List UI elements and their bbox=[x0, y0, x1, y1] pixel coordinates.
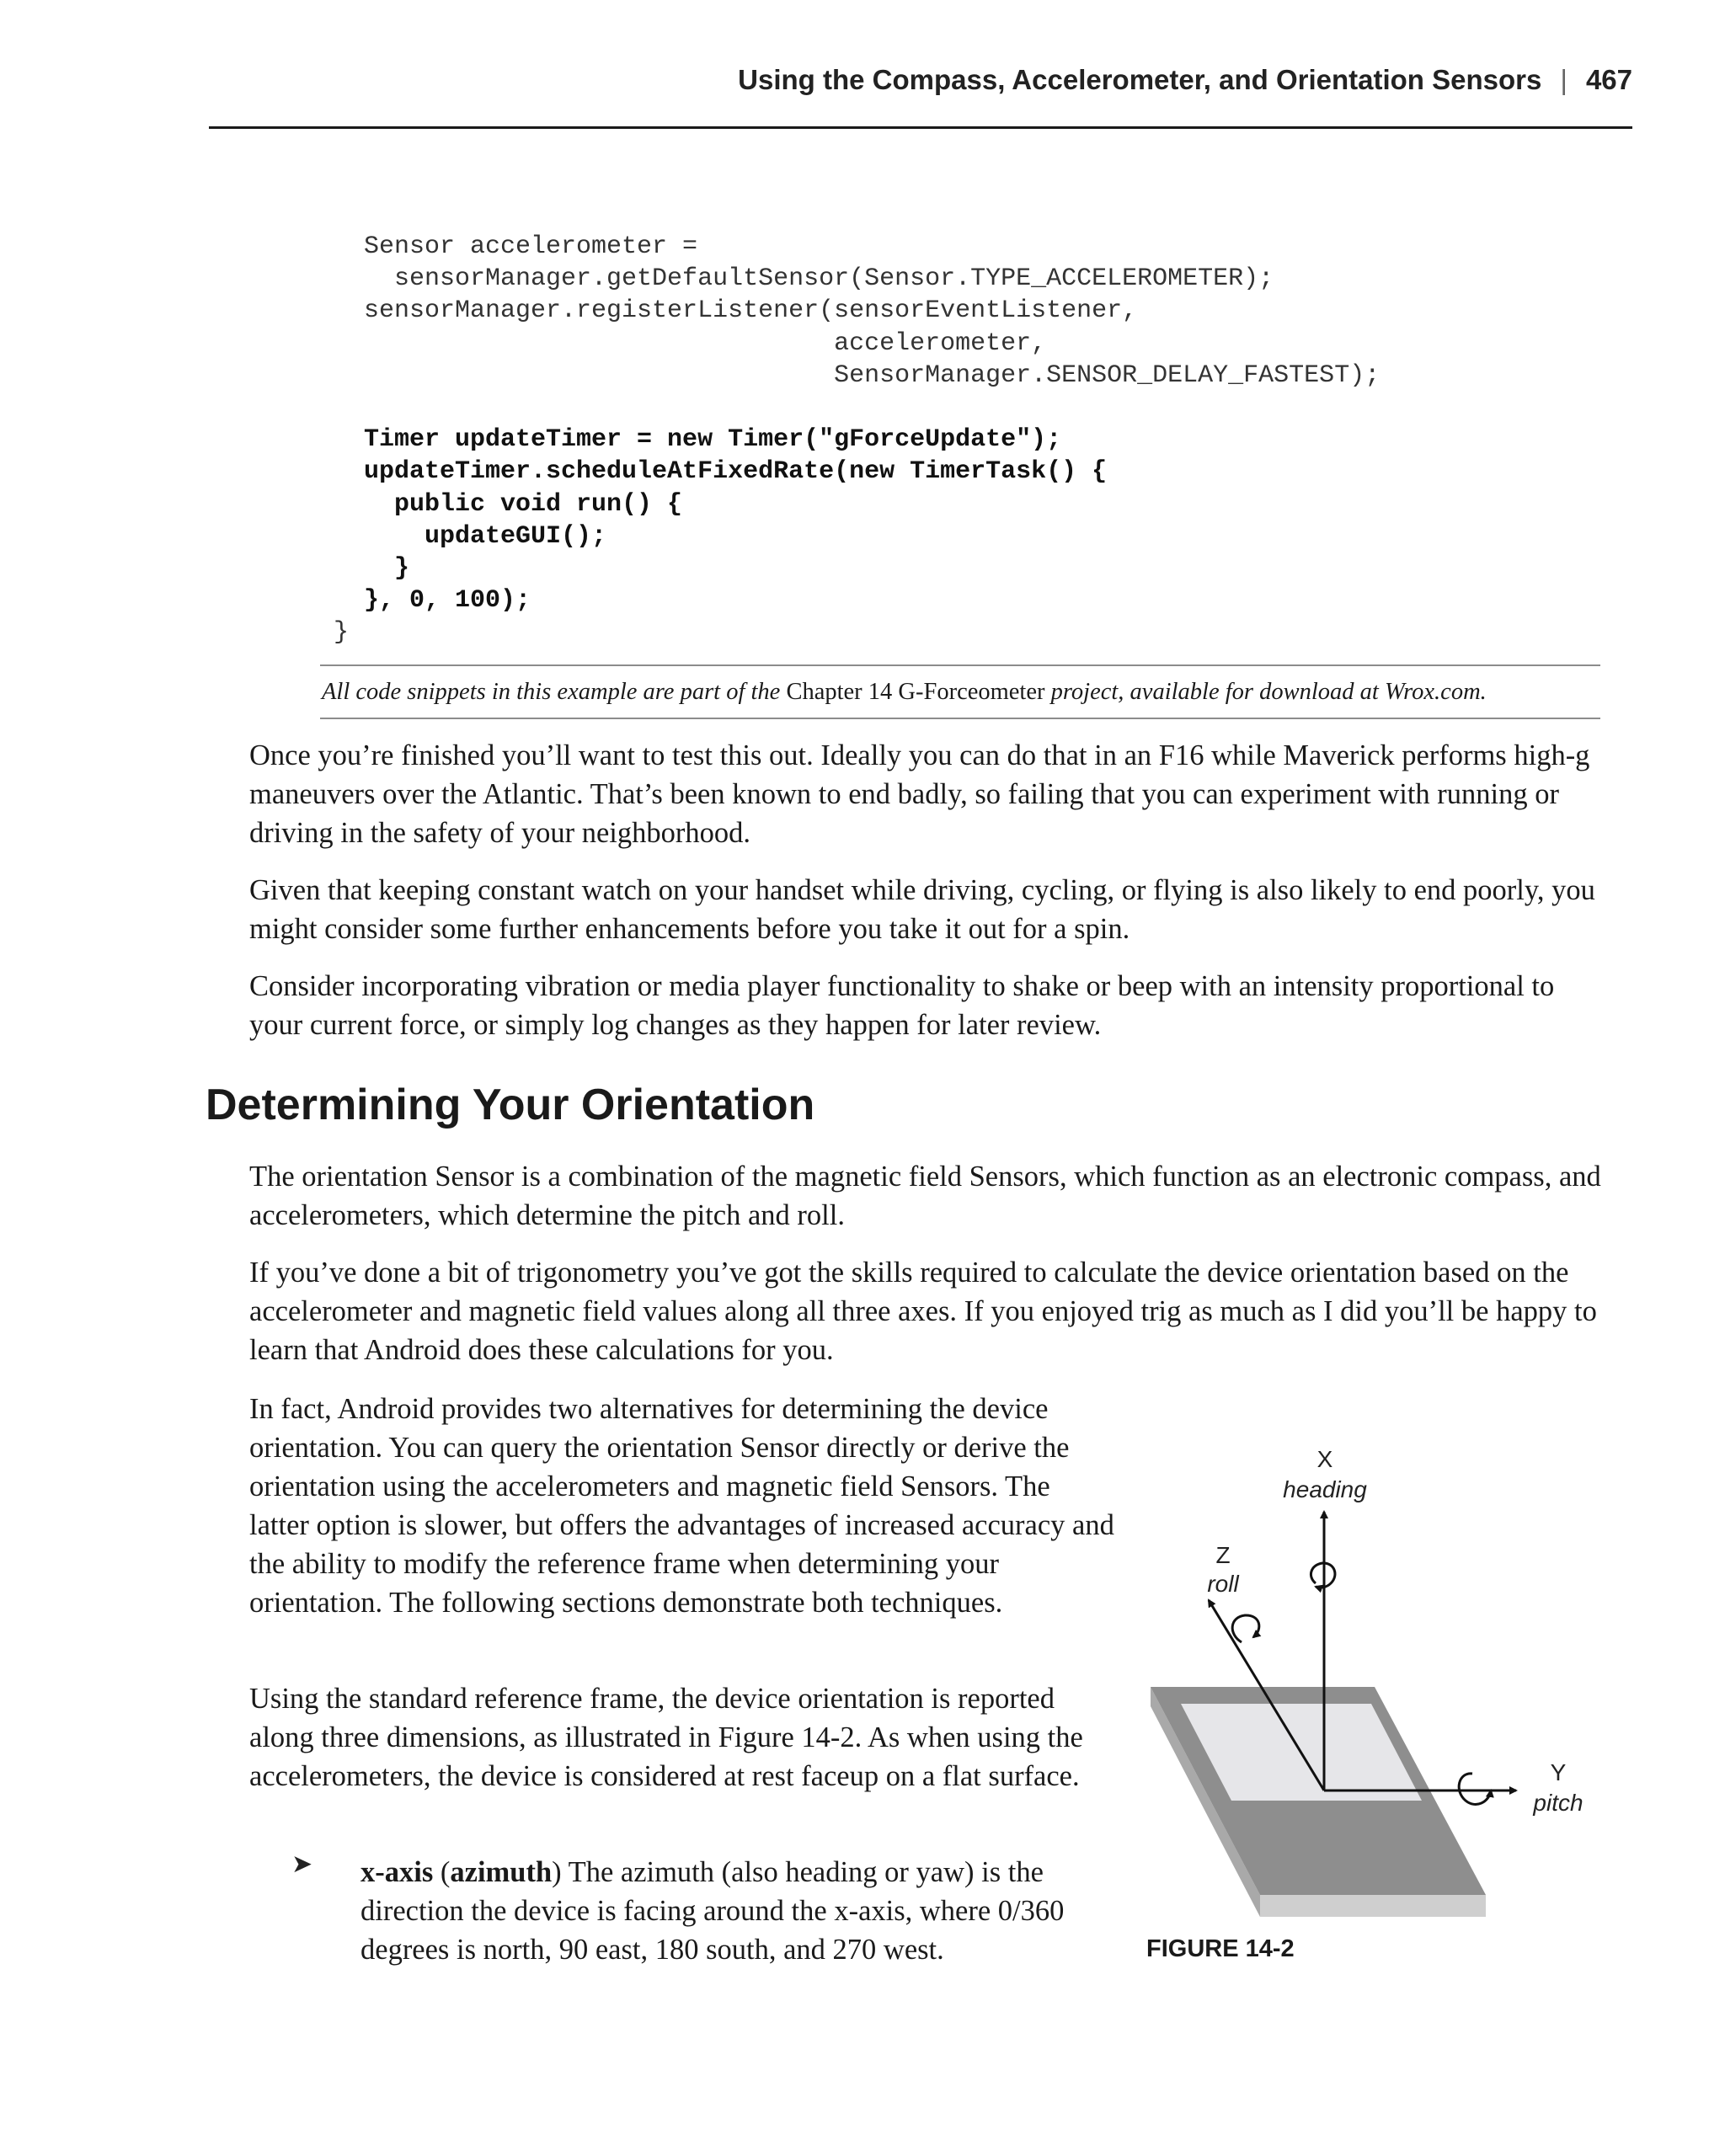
running-header-text bbox=[738, 64, 1632, 96]
paragraph: In fact, Android provides two alternatives for determining the device orientation. You can query the orientation Sensor directly or derive the orientation using the accelerometers and magnetic field Sensors. The latter option is slower, but offers the advantages of increased accuracy and the ability to modify the reference frame when determining your orientation. The following sections demonstrate both techniques. bbox=[249, 1393, 1114, 1619]
code-line-highlighted: updateGUI(); bbox=[364, 521, 607, 551]
z-axis-sublabel: roll bbox=[1207, 1571, 1239, 1597]
code-line-highlighted: } bbox=[364, 553, 410, 583]
note-rule-bottom bbox=[320, 718, 1600, 719]
code-line: sensorManager.registerListener(sensorEventListener, bbox=[364, 296, 1138, 326]
section-heading: Determining Your Orientation bbox=[206, 1081, 815, 1129]
bullet-description: The azimuth (also heading or yaw) is the direction the device is facing around the x-axis, where 0/360 degrees is north, 90 east, 180 south, and 270 west. bbox=[360, 1856, 1065, 1966]
x-axis-sublabel: heading bbox=[1283, 1476, 1367, 1502]
paragraph: Once you’re finished you’ll want to test this out. Ideally you can do that in an F16 while Maverick performs high-g maneuvers over the Atlantic. That’s been known to end badly, so failing that you can experiment with running or driving in the safety of your neighborhood. bbox=[249, 739, 1590, 849]
bullet-term-azimuth: azimuth bbox=[450, 1856, 553, 1888]
running-header bbox=[209, 61, 1632, 129]
y-axis-label: Y bbox=[1550, 1759, 1567, 1785]
paragraph: If you’ve done a bit of trigonometry you’ve got the skills required to calculate the device orientation based on the accelerometer and magnetic field values along all three axes. If you enjoyed trig as much as I did you’ll be happy to learn that Android does these calculations for you. bbox=[249, 1257, 1597, 1366]
z-rotation-icon bbox=[1232, 1615, 1259, 1642]
code-listing bbox=[334, 231, 1381, 648]
note-prefix: All code snippets in this example are part of the bbox=[322, 679, 787, 705]
bullet-term: x-axis bbox=[360, 1856, 434, 1888]
z-axis-label: Z bbox=[1215, 1542, 1231, 1568]
code-line-highlighted: updateTimer.scheduleAtFixedRate(new TimerTask() { bbox=[364, 457, 1108, 487]
note-project-name: Chapter 14 G-Forceometer bbox=[786, 679, 1045, 705]
note-rule-top bbox=[320, 664, 1600, 666]
device-front-edge bbox=[1260, 1895, 1486, 1917]
device-illustration bbox=[1151, 1687, 1486, 1917]
bullet-arrow-icon: ➤ bbox=[291, 1850, 313, 1878]
page-number: 467 bbox=[1585, 64, 1632, 95]
code-line: Sensor accelerometer = bbox=[364, 232, 698, 261]
code-line-highlighted: Timer updateTimer = new Timer("gForceUpdate"); bbox=[364, 425, 1062, 455]
figure-caption: FIGURE 14-2 bbox=[1146, 1935, 1295, 1962]
y-axis-sublabel: pitch bbox=[1533, 1790, 1583, 1816]
bullet-paren-close: ) bbox=[552, 1856, 562, 1888]
x-axis-label: X bbox=[1316, 1446, 1333, 1472]
orientation-figure bbox=[1129, 1423, 1583, 1945]
header-separator: | bbox=[1560, 64, 1567, 95]
paragraph: The orientation Sensor is a combination of the magnetic field Sensors, which function as an electronic compass, and accelerometers, which determine the pitch and roll. bbox=[249, 1161, 1601, 1231]
code-line: SensorManager.SENSOR_DELAY_FASTEST); bbox=[364, 360, 1381, 390]
bullet-item bbox=[360, 1853, 1119, 1969]
running-title: Using the Compass, Accelerometer, and Orientation Sensors bbox=[738, 64, 1542, 95]
paragraph: Using the standard reference frame, the device orientation is reported along three dimensions, as illustrated in Figure 14-2. As when using the accelerometers, the device is considered at rest faceup on a flat surface. bbox=[249, 1683, 1083, 1792]
y-rotation-icon bbox=[1459, 1774, 1491, 1805]
download-note bbox=[322, 679, 1602, 706]
code-line bbox=[364, 392, 1380, 424]
paragraph: Given that keeping constant watch on your handset while driving, cycling, or flying is also likely to end poorly, you might consider some further enhancements before you take it out for a spin. bbox=[249, 874, 1595, 945]
code-line: sensorManager.getDefaultSensor(Sensor.TYPE_ACCELEROMETER); bbox=[364, 264, 1274, 294]
code-line: accelerometer, bbox=[364, 328, 1047, 358]
note-suffix: project, available for download at Wrox.com. bbox=[1044, 679, 1487, 705]
code-line: } bbox=[334, 618, 350, 648]
paragraph: Consider incorporating vibration or media player functionality to shake or beep with an intensity proportional to your current force, or simply log changes as they happen for later review. bbox=[249, 970, 1555, 1041]
code-line-highlighted: }, 0, 100); bbox=[364, 586, 531, 616]
bullet-paren-open: ( bbox=[433, 1856, 451, 1888]
code-line-highlighted: public void run() { bbox=[364, 489, 683, 519]
